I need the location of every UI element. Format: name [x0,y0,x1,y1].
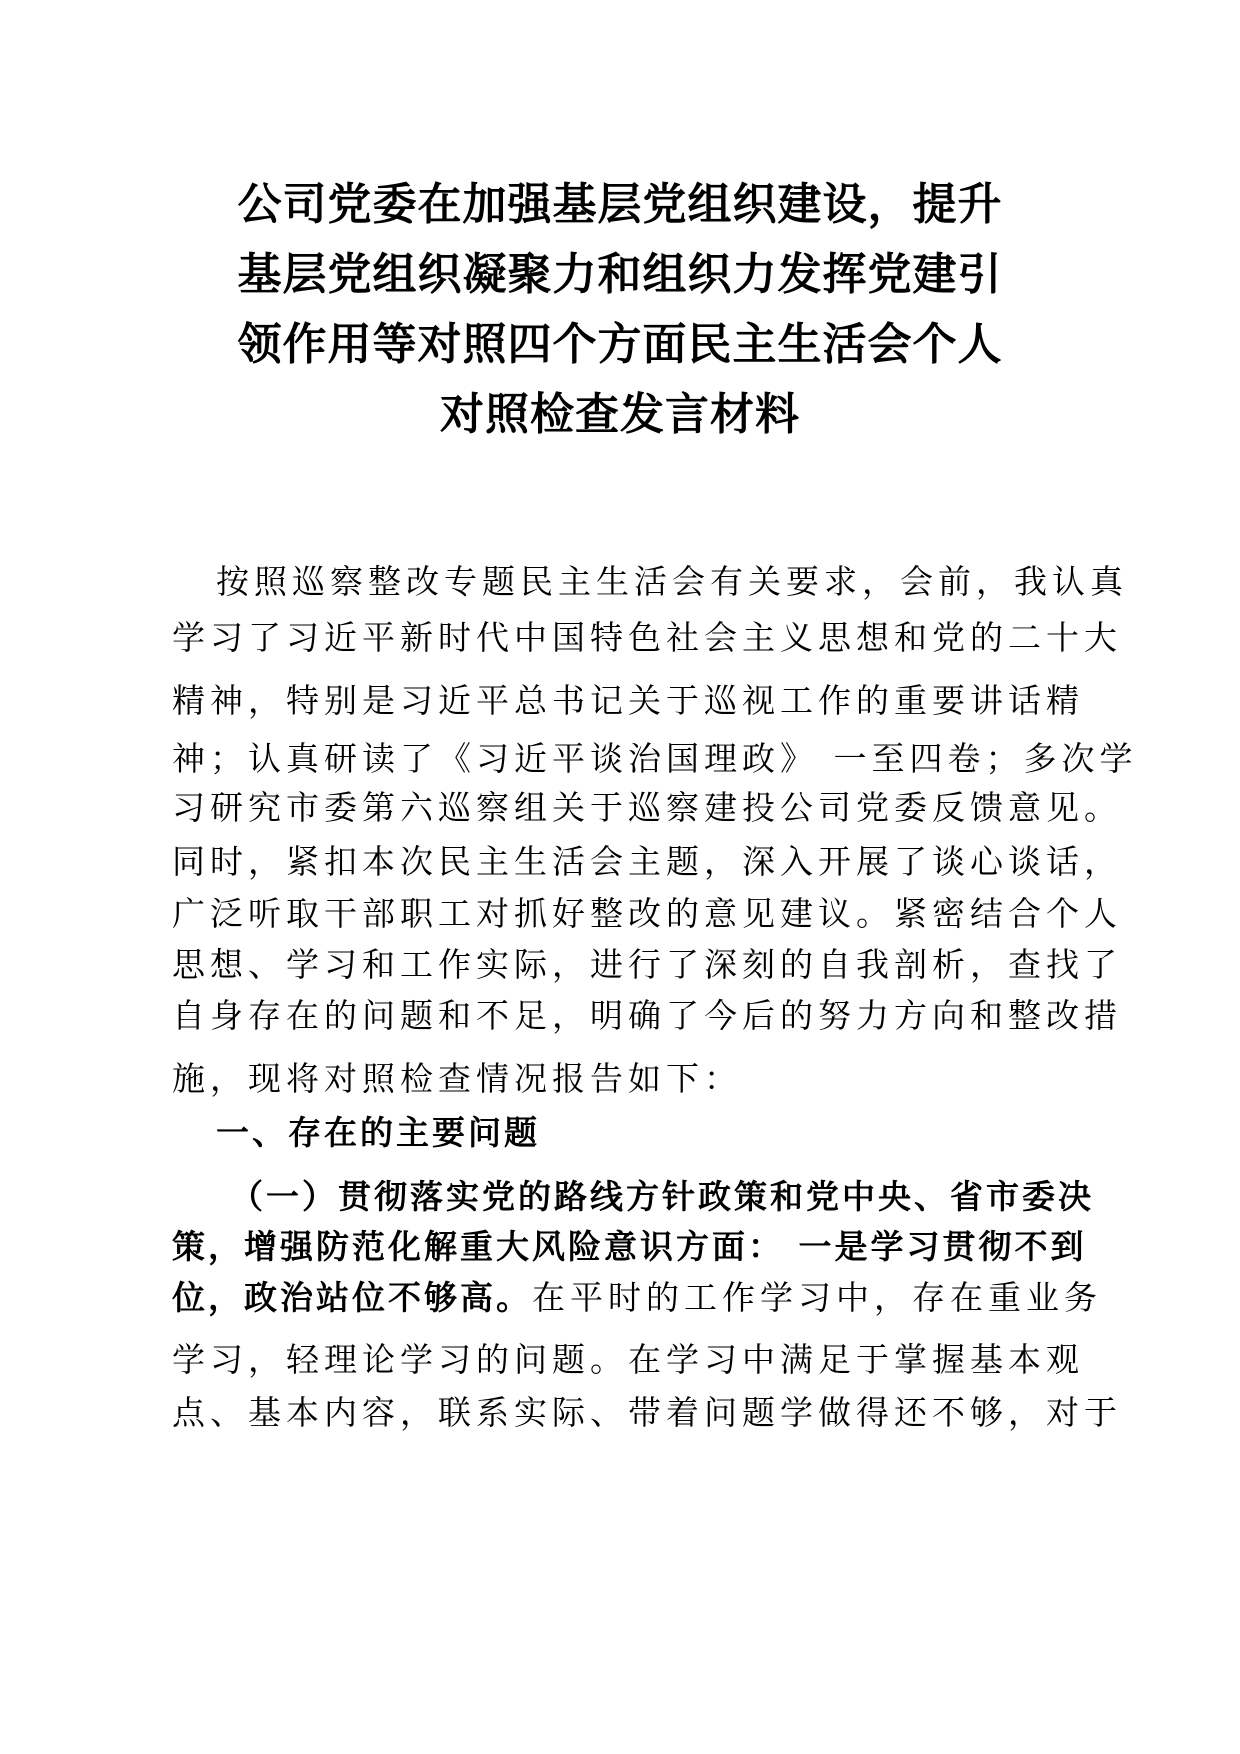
title-line-1: 公司党委在加强基层党组织建设，提升 [237,179,1003,230]
intro-line-1: 按照巡察整改专题民主生活会有关要求，会前，我认真 [216,562,1128,601]
subsection-1-line-4: 学习，轻理论学习的问题。在学习中满足于掌握基本观 [172,1340,1084,1379]
intro-line-10: 施，现将对照检查情况报告如下： [172,1059,742,1098]
intro-line-4: 神；认真研读了《习近平谈治国理政》 一至四卷；多次学 [172,739,1138,778]
subsection-1-line-1: （一）贯彻落实党的路线方针政策和党中央、省市委决 [230,1177,1094,1216]
subsection-1-line-2: 策，增强防范化解重大风险意识方面： 一是学习贯彻不到 [172,1227,1087,1266]
title-line-2: 基层党组织凝聚力和组织力发挥党建引 [237,249,1003,300]
intro-line-7: 广泛听取干部职工对抓好整改的意见建议。紧密结合个人 [172,894,1122,933]
title-line-3: 领作用等对照四个方面民主生活会个人 [237,319,1003,370]
subsection-1-line-3-bold: 位，政治站位不够高。 [172,1278,532,1317]
subsection-1-line-3-normal: 在平时的工作学习中，存在重业务 [532,1278,1102,1317]
subsection-1-line-3 [172,1272,1102,1319]
intro-line-8: 思想、学习和工作实际，进行了深刻的自我剖析，查找了 [172,945,1122,984]
intro-line-5: 习研究市委第六巡察组关于巡察建投公司党委反馈意见。 [172,788,1122,827]
section-heading-problems: 一、存在的主要问题 [216,1113,540,1152]
document-title [180,170,1060,450]
intro-line-9: 自身存在的问题和不足，明确了今后的努力方向和整改措 [172,996,1122,1035]
intro-line-2: 学习了习近平新时代中国特色社会主义思想和党的二十大 [172,618,1122,657]
subsection-1-line-5: 点、基本内容，联系实际、带着问题学做得还不够，对于 [172,1393,1122,1432]
intro-line-6: 同时，紧扣本次民主生活会主题，深入开展了谈心谈话， [172,842,1122,881]
title-line-4: 对照检查发言材料 [440,389,800,440]
intro-line-3: 精神，特别是习近平总书记关于巡视工作的重要讲话精 [172,681,1084,720]
